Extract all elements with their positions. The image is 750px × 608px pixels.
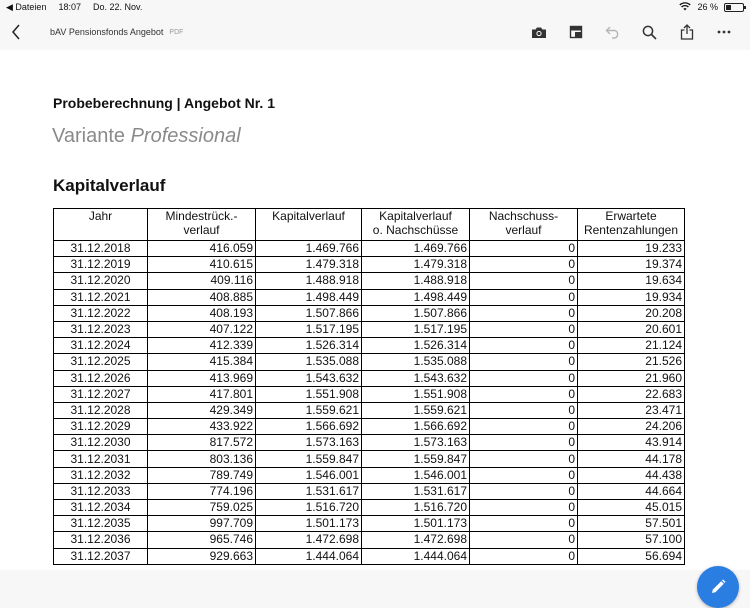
table-cell: 415.384	[148, 354, 256, 370]
more-button[interactable]	[705, 20, 742, 44]
table-cell: 0	[470, 370, 578, 386]
table-cell: 0	[470, 402, 578, 418]
table-cell: 19.634	[578, 273, 685, 289]
table-cell: 1.535.088	[362, 354, 470, 370]
table-cell: 0	[470, 419, 578, 435]
table-body	[54, 241, 685, 565]
table-cell: 1.531.617	[256, 483, 362, 499]
table-cell: 31.12.2034	[54, 500, 148, 516]
table-cell: 31.12.2025	[54, 354, 148, 370]
header-kapitalverlauf-ohne: Kapitalverlauf o. Nachschüsse	[362, 209, 470, 241]
table-cell: 429.349	[148, 402, 256, 418]
table-row	[54, 321, 685, 337]
table-cell: 31.12.2033	[54, 483, 148, 499]
table-cell: 407.122	[148, 321, 256, 337]
table-row	[54, 402, 685, 418]
table-cell: 20.208	[578, 305, 685, 321]
search-button[interactable]	[631, 20, 668, 44]
table-cell: 23.471	[578, 402, 685, 418]
table-row	[54, 386, 685, 402]
variant-subtitle	[52, 125, 241, 148]
table-row	[54, 516, 685, 532]
table-cell: 0	[470, 321, 578, 337]
table-cell: 1.573.163	[362, 435, 470, 451]
section-title: Kapitalverlauf	[53, 176, 166, 195]
table-cell: 1.516.720	[256, 500, 362, 516]
table-cell: 22.683	[578, 386, 685, 402]
table-cell: 31.12.2021	[54, 289, 148, 305]
table-cell: 433.922	[148, 419, 256, 435]
table-cell: 1.498.449	[256, 289, 362, 305]
table-cell: 31.12.2030	[54, 435, 148, 451]
table-cell: 416.059	[148, 241, 256, 257]
table-cell: 21.960	[578, 370, 685, 386]
table-cell: 0	[470, 435, 578, 451]
camera-button[interactable]	[520, 20, 557, 44]
table-row	[54, 483, 685, 499]
table-row	[54, 467, 685, 483]
table-cell: 21.124	[578, 338, 685, 354]
table-cell: 31.12.2035	[54, 516, 148, 532]
table-row	[54, 500, 685, 516]
table-cell: 0	[470, 273, 578, 289]
table-cell: 1.516.720	[362, 500, 470, 516]
table-cell: 31.12.2027	[54, 386, 148, 402]
header-mindestrueck: Mindestrück.- verlauf	[148, 209, 256, 241]
document-type-badge: PDF	[169, 28, 184, 36]
table-cell: 31.12.2026	[54, 370, 148, 386]
toolbar	[520, 20, 742, 44]
table-cell: 19.374	[578, 257, 685, 273]
table-cell: 24.206	[578, 419, 685, 435]
table-cell: 1.479.318	[362, 257, 470, 273]
back-to-app-link[interactable]: ◀ Dateien	[6, 1, 47, 12]
table-cell: 0	[470, 305, 578, 321]
share-button[interactable]	[668, 20, 705, 44]
table-row	[54, 532, 685, 548]
table-cell: 1.479.318	[256, 257, 362, 273]
back-button[interactable]	[8, 21, 24, 43]
pdf-page	[0, 50, 750, 570]
bookmark-icon	[569, 25, 583, 39]
table-cell: 1.469.766	[362, 241, 470, 257]
table-cell: 19.233	[578, 241, 685, 257]
table-cell: 0	[470, 548, 578, 564]
header-jahr: Jahr	[54, 209, 148, 241]
table-cell: 31.12.2036	[54, 532, 148, 548]
bookmark-button[interactable]	[557, 20, 594, 44]
table-cell: 1.498.449	[362, 289, 470, 305]
table-cell: 0	[470, 483, 578, 499]
table-cell: 789.749	[148, 467, 256, 483]
table-cell: 0	[470, 451, 578, 467]
table-cell: 1.469.766	[256, 241, 362, 257]
table-cell: 43.914	[578, 435, 685, 451]
battery-percent: 26 %	[697, 2, 718, 12]
back-icon	[11, 24, 21, 40]
table-cell: 57.501	[578, 516, 685, 532]
table-row	[54, 451, 685, 467]
table-cell: 1.559.847	[362, 451, 470, 467]
more-icon	[717, 30, 731, 34]
table-cell: 1.488.918	[256, 273, 362, 289]
table-cell: 997.709	[148, 516, 256, 532]
table-row	[54, 354, 685, 370]
table-cell: 31.12.2029	[54, 419, 148, 435]
table-cell: 1.566.692	[362, 419, 470, 435]
table-cell: 1.507.866	[256, 305, 362, 321]
table-cell: 44.178	[578, 451, 685, 467]
table-cell: 1.559.621	[362, 402, 470, 418]
status-date: Do. 22. Nov.	[92, 1, 143, 12]
table-cell: 1.501.173	[256, 516, 362, 532]
table-cell: 31.12.2031	[54, 451, 148, 467]
document-heading: Probeberechnung | Angebot Nr. 1	[53, 95, 275, 111]
header-rentenzahlungen: Erwartete Rentenzahlungen	[578, 209, 685, 241]
table-cell: 1.472.698	[256, 532, 362, 548]
table-cell: 31.12.2024	[54, 338, 148, 354]
table-cell: 408.193	[148, 305, 256, 321]
table-cell: 56.694	[578, 548, 685, 564]
table-cell: 1.501.173	[362, 516, 470, 532]
table-cell: 1.573.163	[256, 435, 362, 451]
search-icon	[642, 25, 657, 40]
table-cell: 31.12.2019	[54, 257, 148, 273]
table-cell: 1.531.617	[362, 483, 470, 499]
table-cell: 31.12.2018	[54, 241, 148, 257]
table-cell: 31.12.2028	[54, 402, 148, 418]
table-cell: 0	[470, 338, 578, 354]
table-cell: 413.969	[148, 370, 256, 386]
edit-icon	[709, 578, 727, 596]
table-cell: 817.572	[148, 435, 256, 451]
table-cell: 1.507.866	[362, 305, 470, 321]
variant-prefix: Variante	[52, 125, 126, 147]
table-cell: 0	[470, 289, 578, 305]
table-cell: 1.488.918	[362, 273, 470, 289]
battery-icon	[724, 3, 744, 12]
undo-button[interactable]	[594, 20, 631, 44]
table-cell: 759.025	[148, 500, 256, 516]
table-cell: 0	[470, 500, 578, 516]
table-cell: 31.12.2037	[54, 548, 148, 564]
table-cell: 1.543.632	[362, 370, 470, 386]
table-cell: 45.015	[578, 500, 685, 516]
table-cell: 774.196	[148, 483, 256, 499]
table-cell: 803.136	[148, 451, 256, 467]
table-row	[54, 305, 685, 321]
header-kapitalverlauf: Kapitalverlauf	[256, 209, 362, 241]
header-nachschuss: Nachschuss- verlauf	[470, 209, 578, 241]
table-cell: 1.444.064	[256, 548, 362, 564]
camera-icon	[531, 26, 547, 39]
share-icon	[680, 24, 694, 40]
table-cell: 1.526.314	[362, 338, 470, 354]
table-cell: 1.517.195	[362, 321, 470, 337]
table-header-row	[54, 209, 685, 241]
table-cell: 0	[470, 467, 578, 483]
table-cell: 0	[470, 257, 578, 273]
table-row	[54, 289, 685, 305]
table-cell: 1.546.001	[256, 467, 362, 483]
table-cell: 21.526	[578, 354, 685, 370]
table-row	[54, 419, 685, 435]
table-cell: 44.438	[578, 467, 685, 483]
table-row	[54, 273, 685, 289]
status-time: 18:07	[58, 1, 81, 12]
table-cell: 1.551.908	[256, 386, 362, 402]
table-cell: 31.12.2023	[54, 321, 148, 337]
table-cell: 1.546.001	[362, 467, 470, 483]
table-cell: 0	[470, 354, 578, 370]
table-cell: 57.100	[578, 532, 685, 548]
variant-name: Professional	[130, 125, 241, 147]
table-cell: 0	[470, 532, 578, 548]
wifi-icon	[679, 2, 691, 13]
nav-bar	[0, 14, 750, 50]
table-cell: 31.12.2032	[54, 467, 148, 483]
table-row	[54, 370, 685, 386]
table-cell: 1.559.847	[256, 451, 362, 467]
table-cell: 1.543.632	[256, 370, 362, 386]
edit-button[interactable]	[697, 566, 739, 608]
undo-icon	[605, 25, 621, 39]
table-cell: 44.664	[578, 483, 685, 499]
table-cell: 0	[470, 386, 578, 402]
table-cell: 1.517.195	[256, 321, 362, 337]
table-cell: 0	[470, 516, 578, 532]
kapitalverlauf-table	[53, 208, 685, 565]
table-row	[54, 548, 685, 564]
table-row	[54, 257, 685, 273]
document-title: bAV Pensionsfonds Angebot	[50, 27, 164, 37]
table-cell: 19.934	[578, 289, 685, 305]
table-cell: 1.566.692	[256, 419, 362, 435]
table-cell: 1.551.908	[362, 386, 470, 402]
table-cell: 20.601	[578, 321, 685, 337]
table-row	[54, 241, 685, 257]
table-cell: 1.535.088	[256, 354, 362, 370]
table-cell: 1.444.064	[362, 548, 470, 564]
table-cell: 410.615	[148, 257, 256, 273]
table-cell: 1.526.314	[256, 338, 362, 354]
table-cell: 412.339	[148, 338, 256, 354]
table-cell: 408.885	[148, 289, 256, 305]
table-cell: 929.663	[148, 548, 256, 564]
table-row	[54, 435, 685, 451]
table-cell: 1.559.621	[256, 402, 362, 418]
status-bar	[0, 0, 750, 14]
table-cell: 0	[470, 241, 578, 257]
table-cell: 31.12.2020	[54, 273, 148, 289]
table-cell: 1.472.698	[362, 532, 470, 548]
table-cell: 409.116	[148, 273, 256, 289]
table-cell: 965.746	[148, 532, 256, 548]
table-cell: 31.12.2022	[54, 305, 148, 321]
table-cell: 417.801	[148, 386, 256, 402]
table-row	[54, 338, 685, 354]
